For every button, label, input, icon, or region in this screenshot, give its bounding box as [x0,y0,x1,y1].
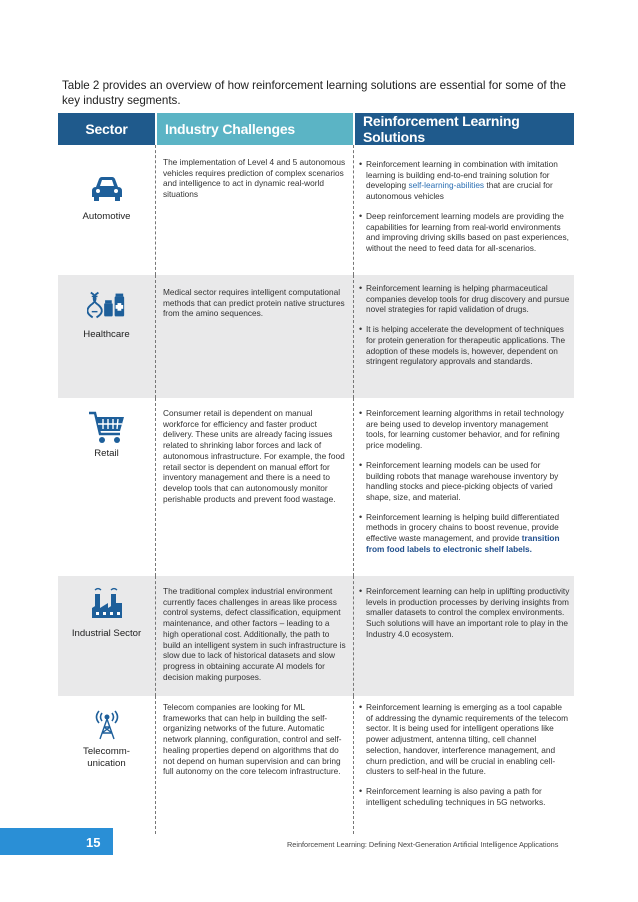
sector-cell [58,398,155,576]
table-row [58,275,574,398]
header-solutions: Reinforcement Learning Solutions [355,113,574,145]
table-row [58,398,574,576]
footer-title: Reinforcement Learning: Defining Next-Generation Artificial Intelligence Applications [287,840,559,849]
solution-cell [353,398,574,576]
sector-cell [58,145,155,275]
challenge-cell: The traditional complex industrial environment currently faces challenges in areas like process control systems, defect classification, equipment maintenance, and other factors – leading to a high operational cost. Additionally, the path to build an intelligent system in such infrastructure is slow due to lack of historical datasets and slow progress in obtaining accurate AI models for decision making purposes. [155,576,353,696]
solution-bullet: • Reinforcement learning is emerging as a tool capable of addressing the dynamic requirements of the telecom sector. It is being used for intelligent operations like power adjustment, antenna tilting, cell channel selection, handover, interference management, and churn prediction, and will be crucial in enabling cell-clusters to self-heal in the future. [360,702,570,777]
dna-medicine-icon [87,287,127,323]
table-row [58,145,574,275]
solution-bullet: • Reinforcement learning is helping pharmaceutical companies develop tools for drug discovery and pursue novel strategies for rapid validation of drugs. [360,283,570,315]
header-sector: Sector [58,113,155,145]
solution-cell [353,145,574,275]
sector-cell [58,696,155,834]
solution-cell [353,576,574,696]
solution-bullet: • It is helping accelerate the development of techniques for protein generation for therapeutic applications. The adoption of these models is, however, dependent on stringent regulatory approvals and standards. [360,324,570,367]
sector-label: Healthcare [83,329,130,340]
solution-text: that are crucial for autonomous vehicles [366,180,553,202]
antenna-tower-icon [87,706,127,742]
challenge-cell: Telecom companies are looking for ML frameworks that can help in building the self-organizing networks of the future. Automatic network planning, configuration, control and self-healing properties depend on algorithms that do not depend on human supervision and can bring full autonomy on the core telecom infrastructure. [155,696,353,834]
solution-cell [353,696,574,834]
shopping-cart-icon [87,410,127,446]
challenge-cell: Medical sector requires intelligent computational methods that can predict protein native structures from the amino sequences. [155,275,353,398]
car-icon [87,171,127,207]
header-challenges: Industry Challenges [157,113,353,145]
sector-label: Industrial Sector [71,628,142,639]
table-row [58,696,574,834]
sector-cell [58,576,155,696]
challenge-cell: Consumer retail is dependent on manual workforce for efficiency and faster product delivery. These units are already facing issues related to shrinking labor forces and lack of autonomous infrastructure. For example, the food retail sector is dependent on manual effort for inventory management and there is a need to develop tools that can autonomously monitor perishable products and prevent food wastage. [155,398,353,576]
solution-text: Reinforcement learning is helping build differentiated methods in grocery chains to boost revenue, provide effective waste management, and provide [366,511,560,544]
solution-bullet: • Reinforcement learning models can be used for building robots that manage warehouse inventory by handling stocks and piece-picking objects of varied shape, size, and material. [360,460,570,503]
sector-label: Telecomm-unication [83,746,130,769]
solution-bullet [360,512,570,555]
sector-cell [58,275,155,398]
solution-link[interactable]: self-learning-abilities [408,180,485,191]
page-number: 15 [86,835,101,850]
sector-label: Automotive [82,211,131,222]
factory-icon [87,586,127,622]
solution-bullet [360,159,570,202]
solution-bullet: • Reinforcement learning algorithms in retail technology are being used to develop inventory management tools, for learning customer behavior, and for refining price modeling. [360,408,570,451]
solution-bullet: • Reinforcement learning can help in uplifting productivity levels in production processes by deriving insights from smaller datasets to control the complex environments. Such solutions will have an important role to play in the Industry 4.0 ecosystem. [360,586,570,640]
industry-table [58,113,574,834]
solution-bullet: • Reinforcement learning is also paving a path for intelligent scheduling techniques in 5G networks. [360,786,570,807]
solution-link[interactable]: transition from food labels to electronic shelf labels. [366,533,560,554]
table-row [58,576,574,696]
solution-text: Reinforcement learning in combination with imitation learning is building end-to-end training solution for developing [366,159,558,191]
solution-bullet: • Deep reinforcement learning models are providing the capabilities for learning from real-world environments and improving driving skills based on past experiences, without the need to feed data for all-scenarios. [360,211,570,254]
challenge-cell: The implementation of Level 4 and 5 autonomous vehicles requires prediction of complex scenarios and intelligence to act in dynamic real-world situations [155,145,353,275]
table-header [58,113,574,145]
sector-label: Retail [94,448,119,459]
solution-cell [353,275,574,398]
intro-paragraph: Table 2 provides an overview of how reinforcement learning solutions are essential for some of the key industry segments. [62,79,566,107]
